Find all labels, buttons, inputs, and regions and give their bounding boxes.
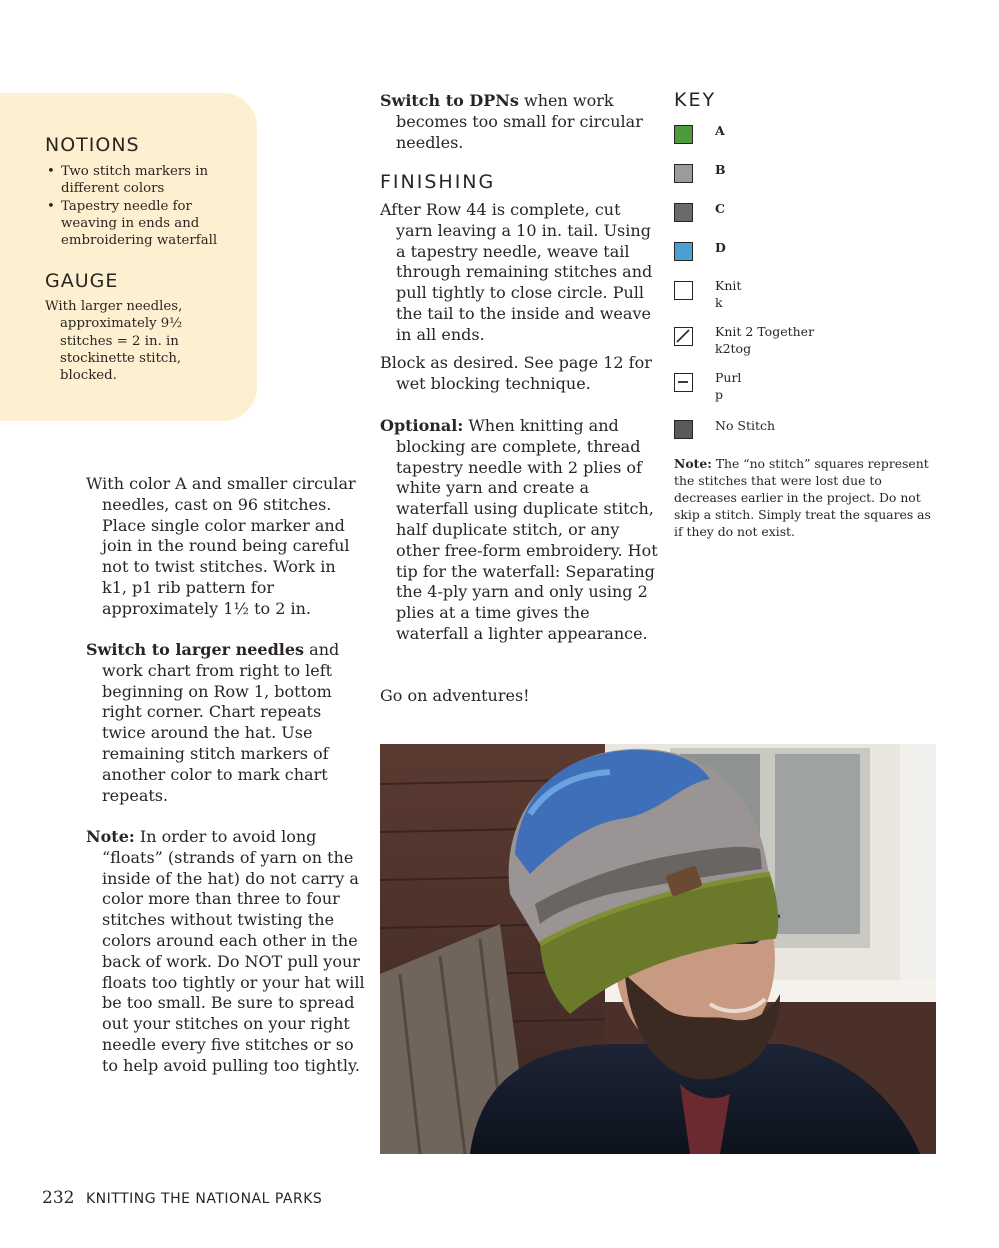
key-note-lead: Note: bbox=[674, 456, 712, 471]
k2tog-slash-icon-graphic bbox=[675, 328, 691, 344]
larger-needles-paragraph bbox=[86, 640, 364, 806]
gauge-heading: GAUGE bbox=[45, 270, 119, 292]
book-title: KNITTING THE NATIONAL PARKS bbox=[86, 1191, 323, 1207]
hat-photo bbox=[380, 744, 936, 1154]
k2tog-slash-icon bbox=[674, 327, 693, 346]
color-a-swatch bbox=[674, 125, 693, 144]
color-b-swatch bbox=[674, 164, 693, 183]
color-d-swatch bbox=[674, 242, 693, 261]
notions-item: • Tapestry needle for weaving in ends and embroidering waterfall bbox=[45, 198, 245, 250]
key-note bbox=[674, 456, 936, 541]
knit-symbol bbox=[674, 281, 693, 300]
purl-dash-icon-graphic bbox=[675, 374, 691, 390]
optional-lead: Optional: bbox=[380, 416, 464, 435]
blocking-paragraph: Block as desired. See page 12 for wet blocking technique. bbox=[380, 353, 652, 393]
gauge-text: With larger needles, approximately 9½ stitches = 2 in. in stockinette stitch, blocked. bbox=[45, 299, 183, 384]
optional-text: When knitting and blocking are complete, thread tapestry needle with 2 plies of white yarn and create a waterfall using duplicate stitch, half duplicate stitch, or any other free-form embroidery. Hot tip for the waterfall: Separating the 4-ply yarn and only using 2 plies at a time gives the waterfall a lighter appearance. bbox=[396, 416, 658, 643]
hat-photo-illustration bbox=[380, 744, 936, 1154]
key-label-knit: Knit k bbox=[715, 278, 742, 310]
dpns-paragraph bbox=[380, 91, 658, 153]
larger-needles-text: and work chart from right to left beginning on Row 1, bottom right corner. Chart repeats twice around the hat. Use remaining stitch markers of another color to mark chart repeats. bbox=[102, 640, 340, 805]
notions-item: • Two stitch markers in different colors bbox=[45, 163, 245, 198]
floats-note-text: In order to avoid long “floats” (strands of yarn on the inside of the hat) do not carry a color more than three to four stitches without twisting the colors around each other in the back of work. Do NOT pull your floats too tightly or your hat will be too small. Be sure to spread out your stitches on your right needle every five stitches or so to help avoid pulling too tightly. bbox=[102, 827, 365, 1075]
key-label-c: C bbox=[715, 201, 725, 216]
dpns-lead: Switch to DPNs bbox=[380, 91, 519, 110]
key-note-text: The “no stitch” squares represent the stitches that were lost due to decreases earlier in the project. Do not skip a stitch. Simply treat the squares as if they do not exist. bbox=[674, 456, 931, 539]
adventures-paragraph: Go on adventures! bbox=[380, 686, 530, 705]
purl-dash-icon bbox=[674, 373, 693, 392]
optional-paragraph bbox=[380, 416, 660, 645]
larger-needles-lead: Switch to larger needles bbox=[86, 640, 305, 659]
no-stitch-swatch bbox=[674, 420, 693, 439]
finishing-paragraph: After Row 44 is complete, cut yarn leaving a 10 in. tail. Using a tapestry needle, weave tail through remaining stitches and pull tightly to close circle. Pull the tail to the inside and weave in all ends. bbox=[380, 200, 653, 344]
key-label-b: B bbox=[715, 162, 726, 177]
floats-note-paragraph bbox=[86, 827, 368, 1077]
key-label-d: D bbox=[715, 240, 726, 255]
key-label-no-stitch: No Stitch bbox=[715, 418, 776, 433]
key-label-k2tog: Knit 2 Together k2tog bbox=[715, 324, 815, 356]
key-heading: KEY bbox=[674, 89, 717, 111]
finishing-heading: FINISHING bbox=[380, 171, 496, 193]
notions-heading: NOTIONS bbox=[45, 134, 140, 156]
color-c-swatch bbox=[674, 203, 693, 222]
dpns-text: when work becomes too small for circular needles. bbox=[396, 91, 643, 152]
notions-list bbox=[45, 163, 245, 249]
cast-on-paragraph: With color A and smaller circular needles, cast on 96 stitches. Place single color marker and join in the round being careful not to twist stitches. Work in k1, p1 rib pattern for approximately 1½ to 2 in. bbox=[86, 474, 356, 618]
floats-note-lead: Note: bbox=[86, 827, 135, 846]
key-label-purl: Purl p bbox=[715, 370, 742, 402]
key-label-a: A bbox=[715, 123, 725, 138]
page-number: 232 bbox=[42, 1188, 75, 1208]
